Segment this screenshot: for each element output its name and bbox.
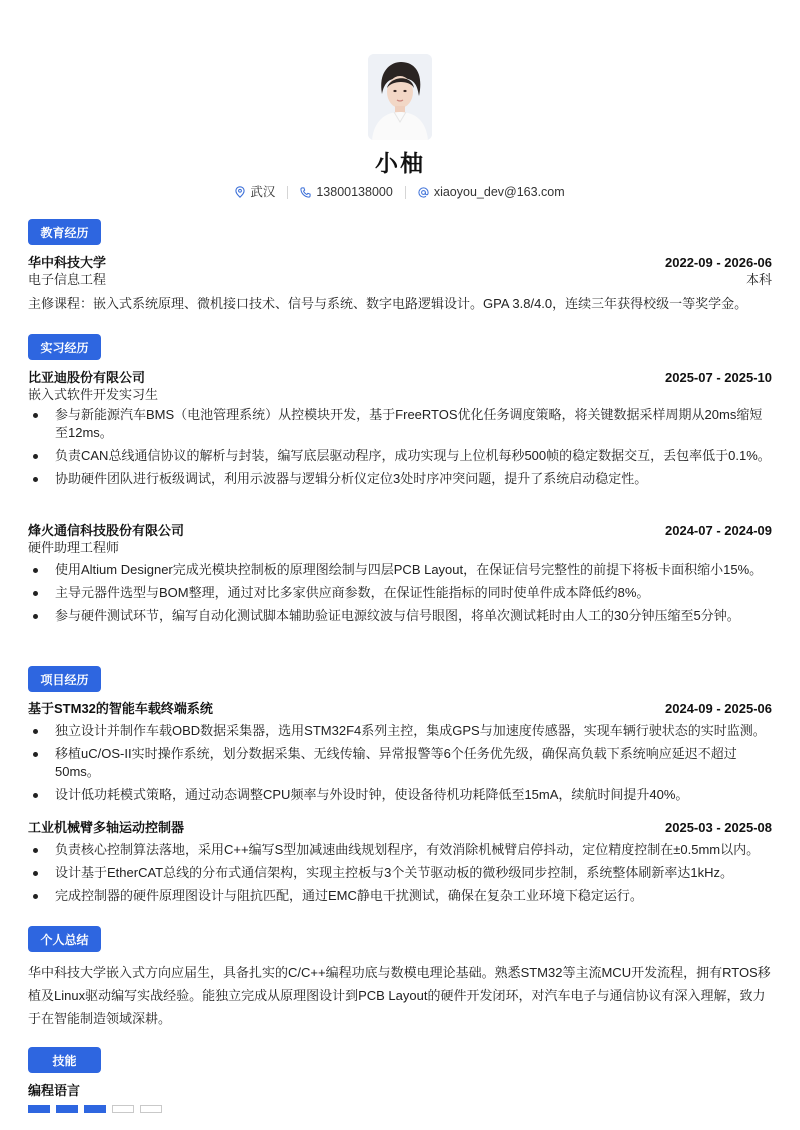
phone-icon bbox=[300, 187, 311, 198]
at-sign-icon bbox=[418, 187, 429, 198]
skill-level-box bbox=[56, 1105, 78, 1113]
internship-role: 硬件助理工程师 bbox=[28, 540, 120, 555]
list-item: 负责核心控制算法落地，采用C++编写S型加减速曲线规划程序，有效消除机械臂启停抖动，定位精度控制在±0.5mm以内。 bbox=[28, 841, 772, 859]
project-name: 基于STM32的智能车载终端系统 bbox=[28, 701, 213, 716]
skill-level-box bbox=[140, 1105, 162, 1113]
skill-level-box bbox=[84, 1105, 106, 1113]
phone-text[interactable]: 13800138000 bbox=[316, 185, 393, 199]
school-name: 华中科技大学 bbox=[28, 255, 107, 270]
skill-level-box bbox=[112, 1105, 134, 1113]
contact-divider bbox=[287, 186, 288, 199]
section-title-skills: 技能 bbox=[28, 1047, 101, 1073]
list-item: 使用Altium Designer完成光模块控制板的原理图绘制与四层PCB Layout，在保证信号完整性的前提下将板卡面积缩小15%。 bbox=[28, 561, 772, 579]
list-item: 负责CAN总线通信协议的解析与封装，编写底层驱动程序，成功实现与上位机每秒500帧的稳定数据交互，丢包率低于0.1%。 bbox=[28, 447, 772, 465]
project-bullets bbox=[28, 722, 772, 809]
internship-role: 嵌入式软件开发实习生 bbox=[28, 387, 159, 402]
list-item: 参与硬件测试环节，编写自动化测试脚本辅助验证电源纹波与信号眼图，将单次测试耗时由人工的30分钟压缩至5分钟。 bbox=[28, 607, 772, 625]
list-item: 设计基于EtherCAT总线的分布式通信架构，实现主控板与3个关节驱动板的微秒级同步控制，系统整体刷新率达1kHz。 bbox=[28, 864, 772, 882]
candidate-name: 小柚 bbox=[375, 150, 425, 176]
company-name: 比亚迪股份有限公司 bbox=[28, 370, 146, 385]
internship-bullets bbox=[28, 561, 772, 630]
major: 电子信息工程 bbox=[28, 272, 107, 287]
education-header-row bbox=[28, 254, 772, 272]
list-item: 独立设计并制作车载OBD数据采集器，选用STM32F4系列主控，集成GPS与加速度传感器，实现车辆行驶状态的实时监测。 bbox=[28, 722, 772, 740]
list-item: 移植uC/OS-II实时操作系统，划分数据采集、无线传输、异常报警等6个任务优先级，确保高负载下系统响应延迟不超过50ms。 bbox=[28, 745, 772, 781]
contact-row bbox=[0, 183, 800, 201]
education-courses: 主修课程：嵌入式系统原理、微机接口技术、信号与系统、数字电路逻辑设计。GPA 3.8/4.0，连续三年获得校级一等奖学金。 bbox=[28, 296, 748, 311]
list-item: 设计低功耗模式策略，通过动态调整CPU频率与外设时钟，使设备待机功耗降低至15mA，续航时间提升40%。 bbox=[28, 786, 772, 804]
contact-phone bbox=[300, 183, 392, 201]
list-item: 参与新能源汽车BMS（电池管理系统）从控模块开发，基于FreeRTOS优化任务调度策略，将关键数据采样周期从20ms缩短至12ms。 bbox=[28, 406, 772, 442]
project-header-row bbox=[28, 700, 772, 718]
list-item: 协助硬件团队进行板级调试，利用示波器与逻辑分析仪定位3处时序冲突问题，提升了系统启动稳定性。 bbox=[28, 470, 772, 488]
profile-photo bbox=[368, 54, 432, 140]
section-title-summary: 个人总结 bbox=[28, 926, 101, 952]
internship-bullets bbox=[28, 406, 772, 493]
skill-category: 编程语言 bbox=[28, 1083, 81, 1098]
list-item: 完成控制器的硬件原理图设计与阻抗匹配，通过EMC静电干扰测试，确保在复杂工业环境下稳定运行。 bbox=[28, 887, 772, 905]
project-dates: 2024-09 - 2025-06 bbox=[665, 701, 772, 716]
company-name: 烽火通信科技股份有限公司 bbox=[28, 523, 185, 538]
degree: 本科 bbox=[745, 272, 772, 287]
education-subheader-row bbox=[28, 271, 772, 289]
section-title-projects: 项目经历 bbox=[28, 666, 101, 692]
project-header-row bbox=[28, 819, 772, 837]
project-dates: 2025-03 - 2025-08 bbox=[665, 820, 772, 835]
list-item: 主导元器件选型与BOM整理，通过对比多家供应商参数，在保证性能指标的同时使单件成本降低约8%。 bbox=[28, 584, 772, 602]
contact-email bbox=[418, 183, 565, 201]
education-dates: 2022-09 - 2026-06 bbox=[665, 255, 772, 270]
section-title-internship: 实习经历 bbox=[28, 334, 101, 360]
contact-city bbox=[235, 183, 275, 201]
internship-dates: 2025-07 - 2025-10 bbox=[665, 370, 772, 385]
skill-level-bar bbox=[28, 1105, 168, 1113]
contact-divider bbox=[405, 186, 406, 199]
section-title-education: 教育经历 bbox=[28, 219, 101, 245]
city-text: 武汉 bbox=[250, 185, 276, 199]
resume-header bbox=[0, 54, 800, 201]
project-name: 工业机械臂多轴运动控制器 bbox=[28, 820, 185, 835]
internship-header-row bbox=[28, 369, 772, 387]
internship-dates: 2024-07 - 2024-09 bbox=[665, 523, 772, 538]
location-pin-icon bbox=[235, 186, 245, 198]
project-bullets bbox=[28, 841, 772, 910]
internship-header-row bbox=[28, 522, 772, 540]
email-text[interactable]: xiaoyou_dev@163.com bbox=[433, 185, 565, 199]
summary-text: 华中科技大学嵌入式方向应届生，具备扎实的C/C++编程功底与数模电理论基础。熟悉STM32等主流MCU开发流程，拥有RTOS移植及Linux驱动编写实战经验。能独立完成从原理图设计到PCB Layout的硬件开发闭环，对汽车电子与通信协议有深入理解，致力于在智能制造领域深耕。 bbox=[28, 965, 771, 1026]
skill-level-box bbox=[28, 1105, 50, 1113]
